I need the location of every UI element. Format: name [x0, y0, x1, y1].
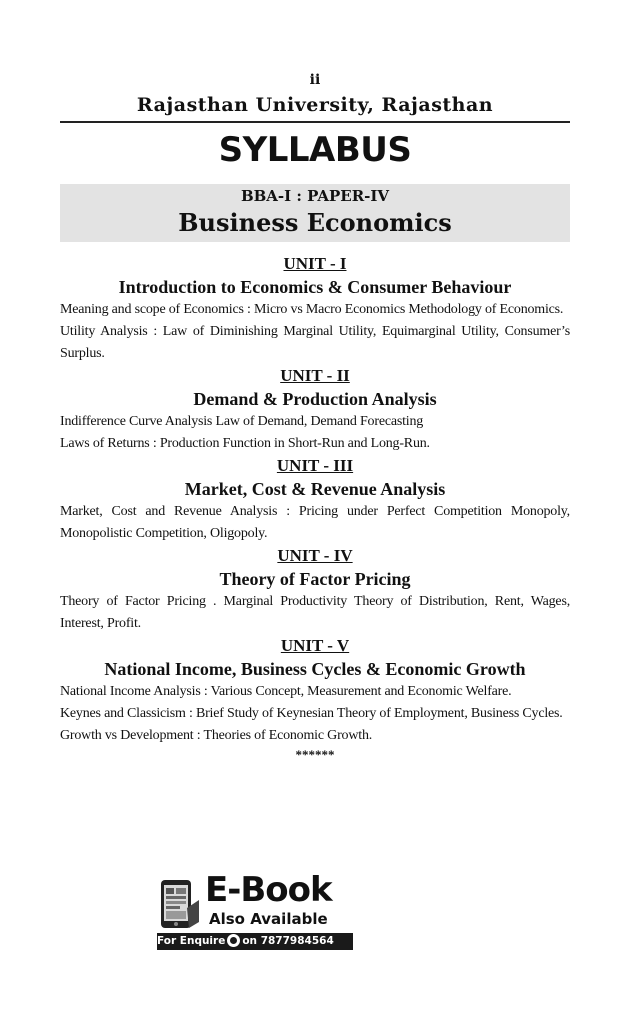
university-name: Rajasthan University, Rajasthan [136, 94, 494, 116]
unit-paragraph: Utility Analysis : Law of Diminishing Marginal Utility, Equimarginal Utility, Consumer’s Surplus. [60, 324, 570, 361]
unit-paragraph: National Income Analysis : Various Concept, Measurement and Economic Welfare. [60, 684, 512, 699]
unit-label: UNIT - III [276, 456, 354, 475]
unit-1 [60, 253, 570, 365]
smartphone-icon [157, 878, 201, 930]
unit-paragraph: Indifference Curve Analysis Law of Demand, Demand Forecasting [60, 414, 424, 429]
end-mark: ****** [295, 747, 335, 762]
unit-title: Introduction to Economics & Consumer Behaviour [118, 277, 512, 297]
unit-2 [60, 365, 570, 455]
subject-title: Business Economics [178, 208, 452, 237]
unit-paragraph: Growth vs Development : Theories of Economic Growth. [60, 728, 373, 743]
unit-label: UNIT - IV [277, 546, 353, 565]
unit-paragraph: Keynes and Classicism : Brief Study of Keynesian Theory of Employment, Business Cycles. [60, 706, 563, 721]
ebook-badge [157, 870, 353, 952]
unit-paragraph: Laws of Returns : Production Function in Short-Run and Long-Run. [60, 436, 430, 451]
header-divider [60, 121, 570, 123]
whatsapp-icon [227, 934, 240, 947]
unit-label: UNIT - I [283, 254, 347, 273]
enquiry-strip [157, 933, 353, 950]
unit-title: Market, Cost & Revenue Analysis [184, 479, 446, 499]
enquire-prefix: For Enquire [157, 935, 226, 947]
unit-5 [60, 635, 570, 747]
ebook-subtitle: Also Available [209, 910, 328, 928]
page-number: ii [309, 72, 321, 88]
unit-label: UNIT - V [280, 636, 350, 655]
unit-title: National Income, Business Cycles & Economic Growth [104, 659, 526, 679]
unit-paragraph: Theory of Factor Pricing . Marginal Productivity Theory of Distribution, Rent, Wages, Interest, Profit. [60, 594, 570, 631]
ebook-title: E-Book [205, 870, 332, 910]
unit-title: Demand & Production Analysis [193, 389, 437, 409]
unit-title: Theory of Factor Pricing [219, 569, 411, 589]
unit-label: UNIT - II [280, 366, 350, 385]
unit-3 [60, 455, 570, 545]
unit-paragraph: Market, Cost and Revenue Analysis : Pricing under Perfect Competition Monopoly, Monopolistic Competition, Oligopoly. [60, 504, 570, 541]
enquire-phone: on 7877984564 [242, 935, 334, 947]
paper-band [60, 184, 570, 242]
page-title: SYLLABUS [218, 130, 412, 170]
unit-paragraph: Meaning and scope of Economics : Micro vs Macro Economics Methodology of Economics. [60, 302, 564, 317]
unit-4 [60, 545, 570, 635]
units-section [60, 253, 570, 763]
paper-code: BBA-I : PAPER-IV [240, 187, 390, 205]
